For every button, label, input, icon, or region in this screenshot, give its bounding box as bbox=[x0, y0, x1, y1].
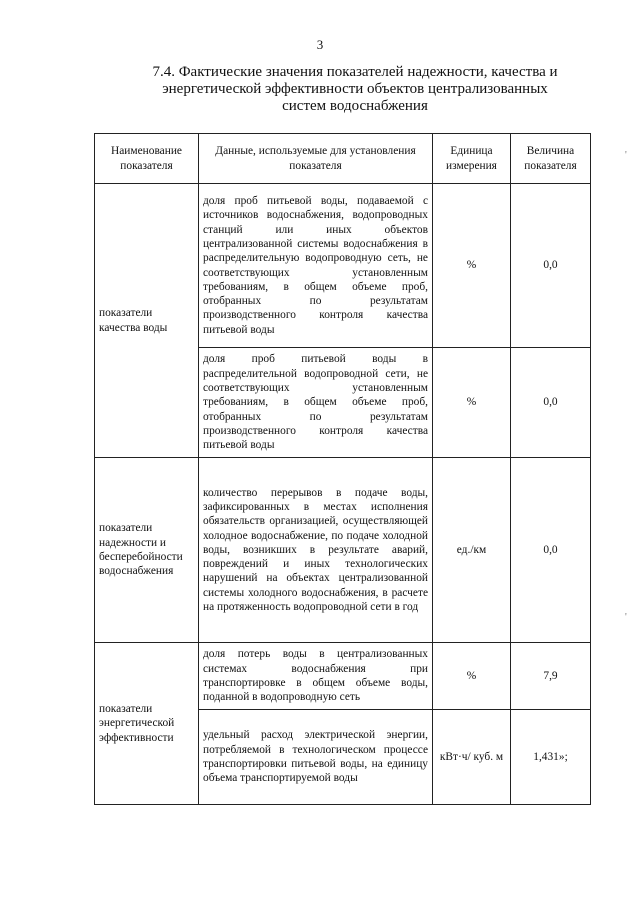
indicators-table bbox=[94, 133, 591, 805]
row-data-cell: удельный расход электрической энергии, потребляемой в технологическом процессе транспортировки питьевой воды, на единицу объема транспортируемой воды bbox=[199, 710, 433, 805]
row-data-cell: доля проб питьевой воды в распределительной водопроводной сети, не соответствующих установленным требованиям, в общем объеме проб, отобранных по результатам производственного контроля качества питьевой воды bbox=[199, 348, 433, 458]
page-number: 3 bbox=[316, 37, 324, 52]
scan-edge-mark: ' bbox=[625, 150, 627, 161]
heading-line-3: систем водоснабжения bbox=[282, 98, 428, 114]
row-unit-cell: % bbox=[433, 184, 511, 348]
table-row bbox=[95, 184, 591, 348]
table-row bbox=[95, 643, 591, 710]
row-unit-cell: кВт·ч/ куб. м bbox=[433, 710, 511, 805]
row-data-cell: доля проб питьевой воды, подаваемой с источников водоснабжения, водопроводных станций или иных объектов централизованной системы водоснабжения в распределительную водопроводную сеть, не соответствующих установленным требованиям, в общем объеме проб, отобранных по результатам производственного контроля качества питьевой воды bbox=[199, 184, 433, 348]
row-data-cell: количество перерывов в подаче воды, зафиксированных в местах исполнения обязательств организацией, осуществляющей холодное водоснабжение, по подаче холодной воды, возникших в результате аварий, повреждений и иных технологических нарушений на объектах централизованной системы холодного водоснабжения, в расчете на протяженность водопроводной сети в год bbox=[199, 458, 433, 643]
scan-edge-mark: ' bbox=[625, 612, 627, 623]
row-value-cell: 1,431»; bbox=[511, 710, 591, 805]
row-unit-cell: % bbox=[433, 348, 511, 458]
header-value: Величина показателя bbox=[511, 134, 591, 184]
heading-line-2: энергетической эффективности объектов централизованных bbox=[162, 81, 548, 97]
header-unit: Единица измерения bbox=[433, 134, 511, 184]
group-name-energy-efficiency: показатели энергетической эффективности bbox=[95, 643, 199, 805]
row-unit-cell: % bbox=[433, 643, 511, 710]
row-value-cell: 7,9 bbox=[511, 643, 591, 710]
row-unit-cell: ед./км bbox=[433, 458, 511, 643]
group-name-reliability: показатели надежности и бесперебойности водоснабжения bbox=[95, 458, 199, 643]
heading-line-1: 7.4. Фактические значения показателей надежности, качества и bbox=[152, 64, 558, 80]
group-name-water-quality: показатели качества воды bbox=[95, 184, 199, 458]
header-source-data: Данные, используемые для установления показателя bbox=[199, 134, 433, 184]
row-value-cell: 0,0 bbox=[511, 348, 591, 458]
row-value-cell: 0,0 bbox=[511, 184, 591, 348]
header-indicator-name: Наименование показателя bbox=[95, 134, 199, 184]
row-value-cell: 0,0 bbox=[511, 458, 591, 643]
table-header-row bbox=[95, 134, 591, 184]
row-data-cell: доля потерь воды в централизованных системах водоснабжения при транспортировке в общем объеме воды, поданной в водопроводную сеть bbox=[199, 643, 433, 710]
table-row bbox=[95, 458, 591, 643]
section-heading bbox=[135, 64, 575, 115]
